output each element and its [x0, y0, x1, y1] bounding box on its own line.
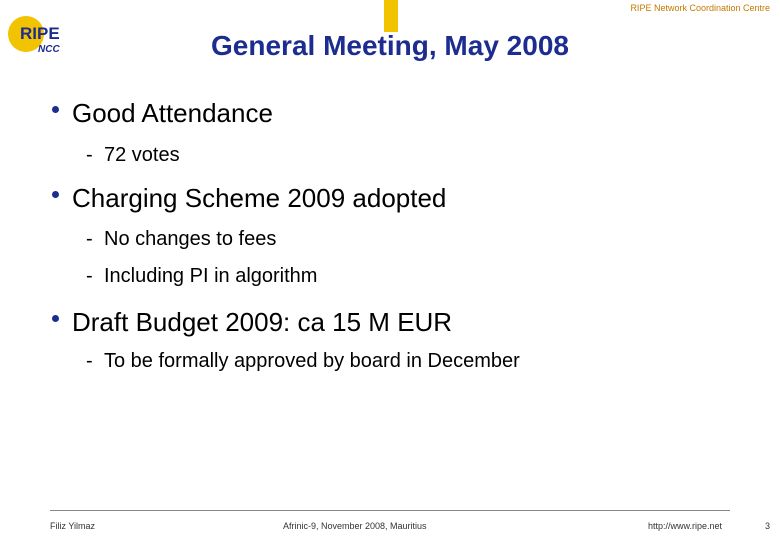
sub-item-text: 72 votes	[104, 144, 180, 166]
bullet-text: Charging Scheme 2009 adopted	[72, 183, 447, 213]
slide-title: General Meeting, May 2008	[211, 30, 569, 61]
bullet-icon	[52, 106, 59, 113]
page-number: 3	[765, 521, 771, 531]
sub-item	[86, 265, 317, 288]
bullet-text: Draft Budget 2009: ca 15 M EUR	[72, 307, 453, 337]
sub-item	[86, 350, 520, 373]
svg-text:RIPE: RIPE	[20, 24, 60, 43]
org-name: RIPE Network Coordination Centre	[630, 3, 770, 13]
footer-divider	[50, 510, 730, 511]
footer-author: Filiz Yilmaz	[50, 521, 96, 531]
dash-icon: -	[86, 265, 93, 287]
bullet-icon	[52, 191, 59, 198]
sub-item	[86, 144, 180, 167]
dash-icon: -	[86, 144, 93, 166]
accent-bar	[384, 0, 398, 32]
bullet-text: Good Attendance	[72, 98, 273, 128]
footer-event: Afrinic-9, November 2008, Mauritius	[283, 521, 427, 531]
sub-item	[86, 228, 276, 251]
bullet-icon	[52, 315, 59, 322]
sub-item-text: To be formally approved by board in December	[104, 350, 520, 372]
dash-icon: -	[86, 228, 93, 250]
sub-item-text: No changes to fees	[104, 228, 277, 250]
footer-url[interactable]: http://www.ripe.net	[648, 521, 723, 531]
svg-text:NCC: NCC	[38, 44, 60, 55]
sub-item-text: Including PI in algorithm	[104, 265, 318, 287]
dash-icon: -	[86, 350, 93, 372]
